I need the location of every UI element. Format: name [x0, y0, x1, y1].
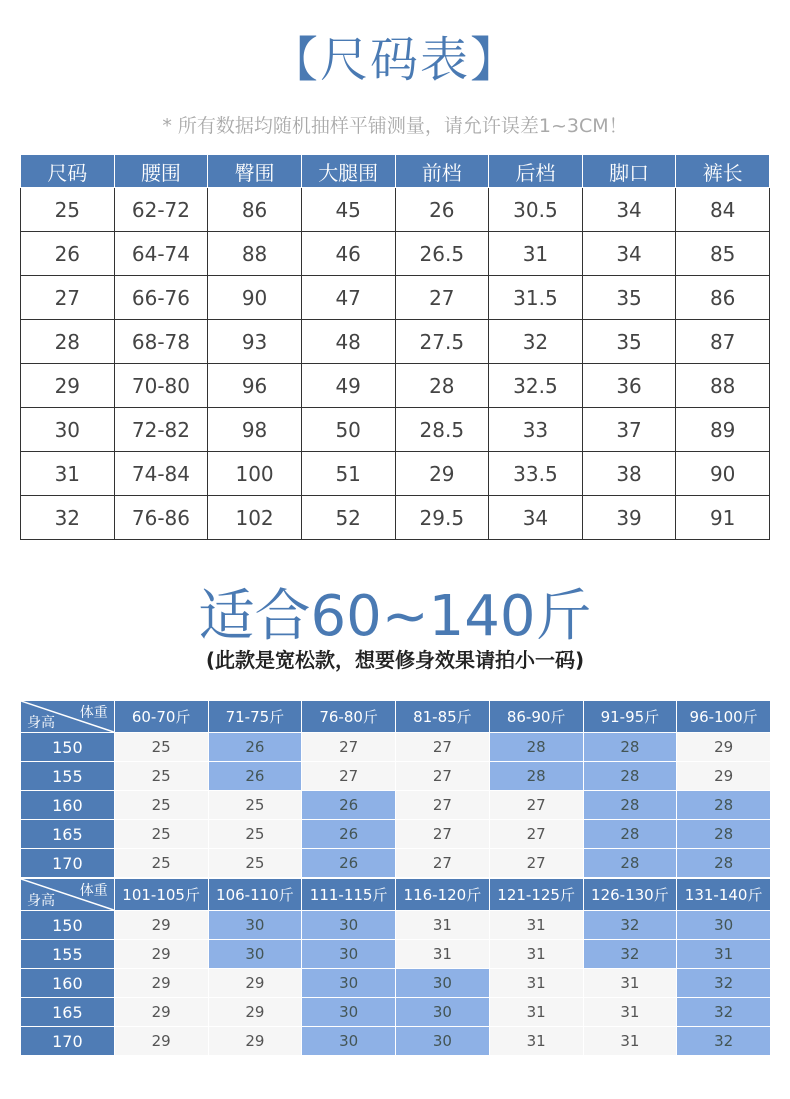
size-cell-highlighted: 26 [302, 791, 396, 820]
table-cell: 36 [582, 364, 676, 408]
size-cell: 29 [208, 969, 302, 998]
size-cell: 31 [583, 1027, 677, 1056]
size-cell-highlighted: 30 [302, 911, 396, 940]
size-cell-highlighted: 32 [583, 940, 677, 969]
size-chart-table [20, 154, 770, 540]
table-cell: 74-84 [114, 452, 208, 496]
table-cell: 52 [301, 496, 395, 540]
corner-header-cell [21, 879, 115, 911]
size-cell: 27 [396, 762, 490, 791]
table-cell: 64-74 [114, 232, 208, 276]
weight-range-header: 86-90斤 [489, 701, 583, 733]
size-cell: 29 [208, 1027, 302, 1056]
size-cell: 25 [114, 849, 208, 878]
table-cell: 33.5 [489, 452, 583, 496]
column-header: 尺码 [21, 155, 115, 188]
table-cell: 39 [582, 496, 676, 540]
table-cell: 88 [208, 232, 302, 276]
size-cell-highlighted: 28 [677, 820, 771, 849]
table-cell: 49 [301, 364, 395, 408]
size-cell-highlighted: 30 [302, 969, 396, 998]
table-cell: 26 [21, 232, 115, 276]
size-cell: 27 [396, 733, 490, 762]
size-cell: 25 [208, 849, 302, 878]
table-row [21, 408, 770, 452]
table-cell: 90 [208, 276, 302, 320]
table-cell: 98 [208, 408, 302, 452]
size-cell-highlighted: 28 [583, 849, 677, 878]
size-cell-highlighted: 30 [302, 998, 396, 1027]
table-row [21, 364, 770, 408]
table-cell: 28 [21, 320, 115, 364]
table-cell: 93 [208, 320, 302, 364]
table-row [21, 911, 771, 940]
weight-range-header: 106-110斤 [208, 879, 302, 911]
table-cell: 45 [301, 188, 395, 232]
table-cell: 30 [21, 408, 115, 452]
table-cell: 28 [395, 364, 489, 408]
size-cell-highlighted: 28 [677, 849, 771, 878]
column-header: 脚口 [582, 155, 676, 188]
size-cell-highlighted: 30 [302, 940, 396, 969]
corner-label-weight: 体重 [79, 883, 108, 899]
weight-height-table [20, 878, 771, 1056]
table-row [21, 1027, 771, 1056]
column-header: 前档 [395, 155, 489, 188]
table-row [21, 320, 770, 364]
table-row [21, 733, 771, 762]
corner-label-height: 身高 [27, 893, 55, 909]
table-cell: 91 [676, 496, 770, 540]
size-cell: 27 [396, 849, 490, 878]
size-cell: 29 [114, 1027, 208, 1056]
size-cell-highlighted: 28 [583, 791, 677, 820]
size-cell-highlighted: 28 [489, 733, 583, 762]
table-cell: 29 [395, 452, 489, 496]
weight-header-row [21, 701, 771, 733]
size-cell: 29 [114, 911, 208, 940]
fit-heading: 适合60~140斤 [198, 584, 592, 649]
weight-range-header: 91-95斤 [583, 701, 677, 733]
size-cell-highlighted: 28 [489, 762, 583, 791]
table-cell: 30.5 [489, 188, 583, 232]
size-cell: 27 [302, 733, 396, 762]
weight-range-header: 126-130斤 [583, 879, 677, 911]
page-title: 【尺码表】 [269, 32, 520, 88]
table-cell: 51 [301, 452, 395, 496]
size-cell: 29 [114, 940, 208, 969]
column-header: 腰围 [114, 155, 208, 188]
size-cell: 31 [396, 911, 490, 940]
table-cell: 31 [489, 232, 583, 276]
table-cell: 27 [21, 276, 115, 320]
size-cell-highlighted: 26 [302, 820, 396, 849]
height-row-header: 165 [21, 820, 115, 849]
size-cell-highlighted: 28 [583, 820, 677, 849]
table-cell: 86 [208, 188, 302, 232]
weight-range-header: 76-80斤 [302, 701, 396, 733]
size-cell-highlighted: 31 [677, 940, 771, 969]
height-row-header: 165 [21, 998, 115, 1027]
table-row [21, 940, 771, 969]
size-chart-header-row [21, 155, 770, 188]
size-cell-highlighted: 30 [302, 1027, 396, 1056]
size-cell-highlighted: 32 [583, 911, 677, 940]
size-cell: 25 [208, 791, 302, 820]
height-row-header: 160 [21, 969, 115, 998]
table-cell: 35 [582, 276, 676, 320]
table-cell: 28.5 [395, 408, 489, 452]
size-cell-highlighted: 26 [208, 762, 302, 791]
table-cell: 32 [489, 320, 583, 364]
table-cell: 34 [582, 232, 676, 276]
weight-range-header: 101-105斤 [114, 879, 208, 911]
size-cell: 29 [114, 998, 208, 1027]
size-cell: 25 [114, 791, 208, 820]
table-cell: 68-78 [114, 320, 208, 364]
table-row [21, 820, 771, 849]
table-cell: 87 [676, 320, 770, 364]
table-cell: 31 [21, 452, 115, 496]
table-cell: 50 [301, 408, 395, 452]
table-cell: 33 [489, 408, 583, 452]
size-cell: 25 [114, 733, 208, 762]
size-cell-highlighted: 30 [396, 1027, 490, 1056]
size-cell-highlighted: 30 [208, 940, 302, 969]
size-cell-highlighted: 30 [396, 969, 490, 998]
table-cell: 38 [582, 452, 676, 496]
table-cell: 72-82 [114, 408, 208, 452]
size-cell: 31 [396, 940, 490, 969]
table-row [21, 998, 771, 1027]
table-cell: 29 [21, 364, 115, 408]
size-cell: 31 [489, 1027, 583, 1056]
table-cell: 102 [208, 496, 302, 540]
size-cell-highlighted: 32 [677, 998, 771, 1027]
table-row [21, 762, 771, 791]
table-cell: 89 [676, 408, 770, 452]
height-row-header: 170 [21, 849, 115, 878]
size-cell-highlighted: 30 [677, 911, 771, 940]
table-cell: 62-72 [114, 188, 208, 232]
table-cell: 70-80 [114, 364, 208, 408]
size-chart-body [21, 188, 770, 540]
table-cell: 37 [582, 408, 676, 452]
weight-header-row [21, 879, 771, 911]
column-header: 大腿围 [301, 155, 395, 188]
table-cell: 34 [582, 188, 676, 232]
size-cell: 29 [677, 733, 771, 762]
table-cell: 76-86 [114, 496, 208, 540]
size-cell: 31 [583, 998, 677, 1027]
table-cell: 86 [676, 276, 770, 320]
weight-range-header: 121-125斤 [489, 879, 583, 911]
table-cell: 31.5 [489, 276, 583, 320]
size-cell: 25 [114, 820, 208, 849]
table-cell: 29.5 [395, 496, 489, 540]
table-row [21, 232, 770, 276]
table-cell: 27 [395, 276, 489, 320]
table-row [21, 791, 771, 820]
size-cell: 31 [489, 940, 583, 969]
weight-range-header: 131-140斤 [677, 879, 771, 911]
height-row-header: 170 [21, 1027, 115, 1056]
fit-subtitle: (此款是宽松款，想要修身效果请拍小一码) [205, 648, 585, 672]
table-cell: 48 [301, 320, 395, 364]
column-header: 臀围 [208, 155, 302, 188]
measurement-note: * 所有数据均随机抽样平铺测量，请允许误差1~3CM！ [162, 115, 628, 137]
size-cell: 27 [302, 762, 396, 791]
table-cell: 100 [208, 452, 302, 496]
size-cell: 25 [114, 762, 208, 791]
size-cell: 29 [677, 762, 771, 791]
size-cell: 31 [489, 998, 583, 1027]
weight-range-header: 111-115斤 [302, 879, 396, 911]
size-cell: 29 [208, 998, 302, 1027]
size-cell-highlighted: 32 [677, 969, 771, 998]
size-cell-highlighted: 28 [583, 733, 677, 762]
table-cell: 47 [301, 276, 395, 320]
table-cell: 25 [21, 188, 115, 232]
size-cell-highlighted: 30 [396, 998, 490, 1027]
table-cell: 32.5 [489, 364, 583, 408]
size-cell-highlighted: 30 [208, 911, 302, 940]
table-cell: 96 [208, 364, 302, 408]
table-row [21, 496, 770, 540]
weight-range-header: 96-100斤 [677, 701, 771, 733]
height-row-header: 150 [21, 733, 115, 762]
size-cell-highlighted: 28 [677, 791, 771, 820]
table-cell: 34 [489, 496, 583, 540]
size-cell-highlighted: 28 [583, 762, 677, 791]
table-cell: 26.5 [395, 232, 489, 276]
table-row [21, 188, 770, 232]
corner-label-height: 身高 [27, 715, 55, 731]
table-row [21, 276, 770, 320]
size-cell: 29 [114, 969, 208, 998]
table-cell: 26 [395, 188, 489, 232]
size-cell: 31 [583, 969, 677, 998]
weight-range-header: 60-70斤 [114, 701, 208, 733]
corner-label-weight: 体重 [79, 705, 108, 721]
weight-range-header: 81-85斤 [396, 701, 490, 733]
table-row [21, 849, 771, 878]
table-cell: 32 [21, 496, 115, 540]
size-cell: 27 [489, 820, 583, 849]
table-row [21, 969, 771, 998]
size-cell-highlighted: 26 [208, 733, 302, 762]
height-row-header: 155 [21, 940, 115, 969]
size-cell-highlighted: 32 [677, 1027, 771, 1056]
column-header: 裤长 [676, 155, 770, 188]
size-cell: 31 [489, 969, 583, 998]
table-cell: 35 [582, 320, 676, 364]
table-cell: 88 [676, 364, 770, 408]
size-cell: 27 [489, 791, 583, 820]
size-cell: 25 [208, 820, 302, 849]
table-row [21, 452, 770, 496]
column-header: 后档 [489, 155, 583, 188]
weight-height-table [20, 700, 771, 878]
weight-range-header: 116-120斤 [396, 879, 490, 911]
size-cell: 31 [489, 911, 583, 940]
weight-range-header: 71-75斤 [208, 701, 302, 733]
corner-header-cell [21, 701, 115, 733]
table-cell: 66-76 [114, 276, 208, 320]
table-cell: 90 [676, 452, 770, 496]
table-cell: 85 [676, 232, 770, 276]
height-row-header: 160 [21, 791, 115, 820]
height-row-header: 155 [21, 762, 115, 791]
size-cell: 27 [489, 849, 583, 878]
table-cell: 46 [301, 232, 395, 276]
table-cell: 84 [676, 188, 770, 232]
size-cell-highlighted: 26 [302, 849, 396, 878]
size-cell: 27 [396, 791, 490, 820]
height-row-header: 150 [21, 911, 115, 940]
table-cell: 27.5 [395, 320, 489, 364]
size-cell: 27 [396, 820, 490, 849]
